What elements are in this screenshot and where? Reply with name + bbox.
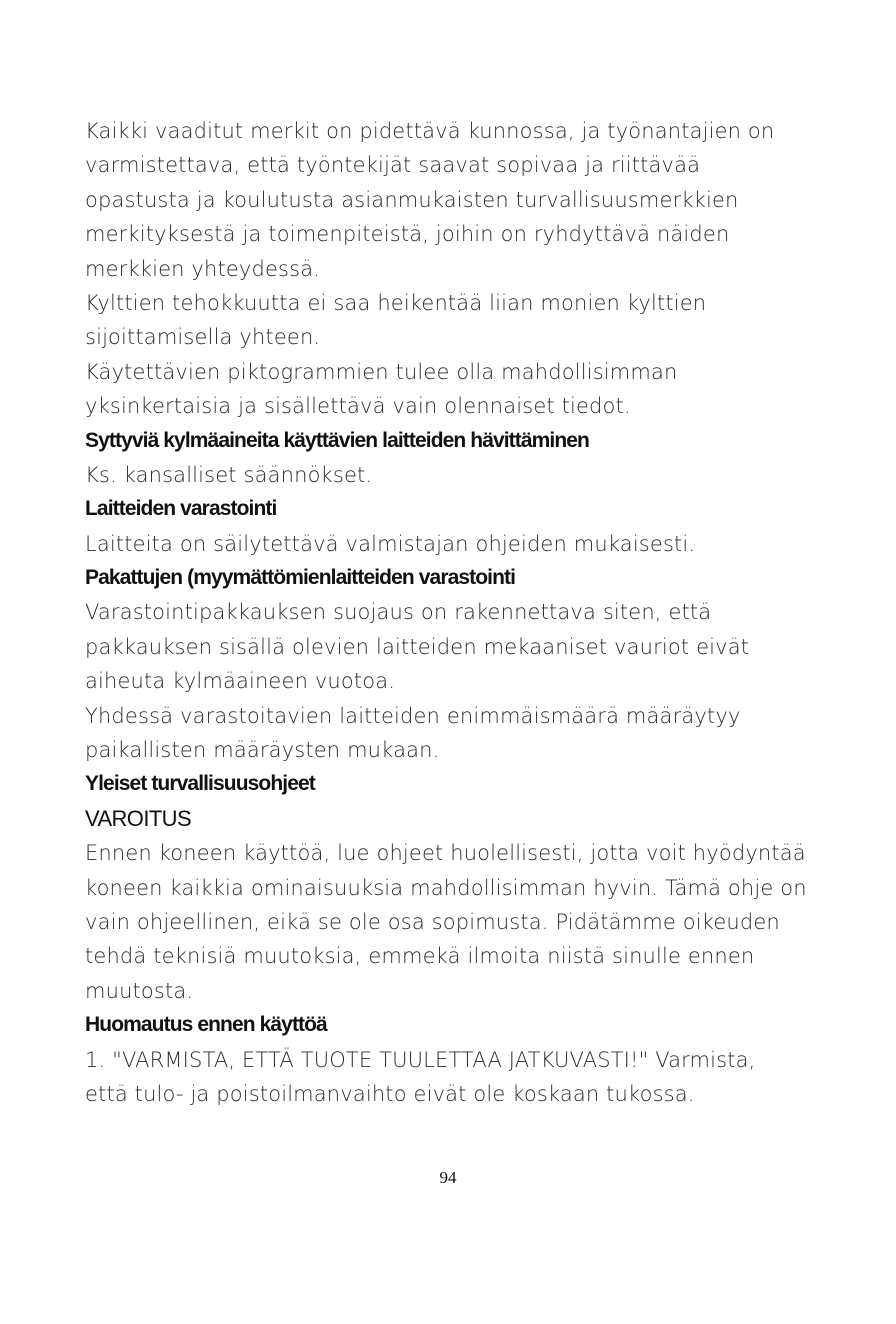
text-line: että tulo- ja poistoilmanvaihto eivät ole koskaan tukossa. <box>85 1081 695 1106</box>
document-body <box>85 114 845 1111</box>
text-line: paikallisten määräysten mukaan. <box>85 738 440 763</box>
text-line: sijoittamisella yhteen. <box>85 325 321 350</box>
text-line: 1. "VARMISTA, ETTÄ TUOTE TUULETTAA JATKUVASTI!" Varmista, <box>85 1047 756 1072</box>
text-line: Yhdessä varastoitavien laitteiden enimmäismäärä määräytyy <box>85 703 741 728</box>
text-line: merkityksestä ja toimenpiteistä, joihin on ryhdyttävä näiden <box>85 222 730 247</box>
text-line: Ennen koneen käyttöä, lue ohjeet huolellisesti, jotta voit hyödyntää <box>85 841 806 866</box>
text-line: aiheuta kylmäaineen vuotoa. <box>85 669 396 694</box>
text-line: Laitteita on säilytettävä valmistajan ohjeiden mukaisesti. <box>85 531 696 556</box>
text-line: pakkauksen sisällä olevien laitteiden mekaaniset vauriot eivät <box>85 634 750 659</box>
section-heading: Huomautus ennen käyttöä <box>85 1013 327 1037</box>
text-line: vain ohjeellinen, eikä se ole osa sopimusta. Pidätämme oikeuden <box>85 909 780 934</box>
text-line: varmistettava, että työntekijät saavat sopivaa ja riittävää <box>85 153 701 178</box>
text-line: opastusta ja koulutusta asianmukaisten turvallisuusmerkkien <box>85 187 739 212</box>
text-line: Kaikki vaaditut merkit on pidettävä kunnossa, ja työnantajien on <box>85 119 775 143</box>
section-heading: Laitteiden varastointi <box>85 497 277 521</box>
page-number: 94 <box>439 1168 457 1187</box>
text-line: koneen kaikkia ominaisuuksia mahdollisimman hyvin. Tämä ohje on <box>85 875 807 900</box>
section-heading: Yleiset turvallisuusohjeet <box>85 772 315 796</box>
section-heading: Pakattujen (myymättömienlaitteiden varastointi <box>85 566 516 590</box>
text-line: tehdä teknisiä muutoksia, emmekä ilmoita niistä sinulle ennen <box>85 944 755 969</box>
text-line: merkkien yhteydessä. <box>85 256 321 281</box>
text-line: Kylttien tehokkuutta ei saa heikentää liian monien kylttien <box>85 290 707 315</box>
text-line: yksinkertaisia ja sisällettävä vain olennaiset tiedot. <box>85 394 631 419</box>
text-line: Käytettävien piktogrammien tulee olla mahdollisimman <box>85 359 678 384</box>
text-line: Ks. kansalliset säännökset. <box>85 462 373 487</box>
warning-title: VAROITUS <box>85 805 192 831</box>
section-heading: Syttyviä kylmäaineita käyttävien laitteiden hävittäminen <box>85 428 589 452</box>
text-line: muutosta. <box>85 978 194 1003</box>
text-line: Varastointipakkauksen suojaus on rakennettava siten, että <box>85 600 712 625</box>
